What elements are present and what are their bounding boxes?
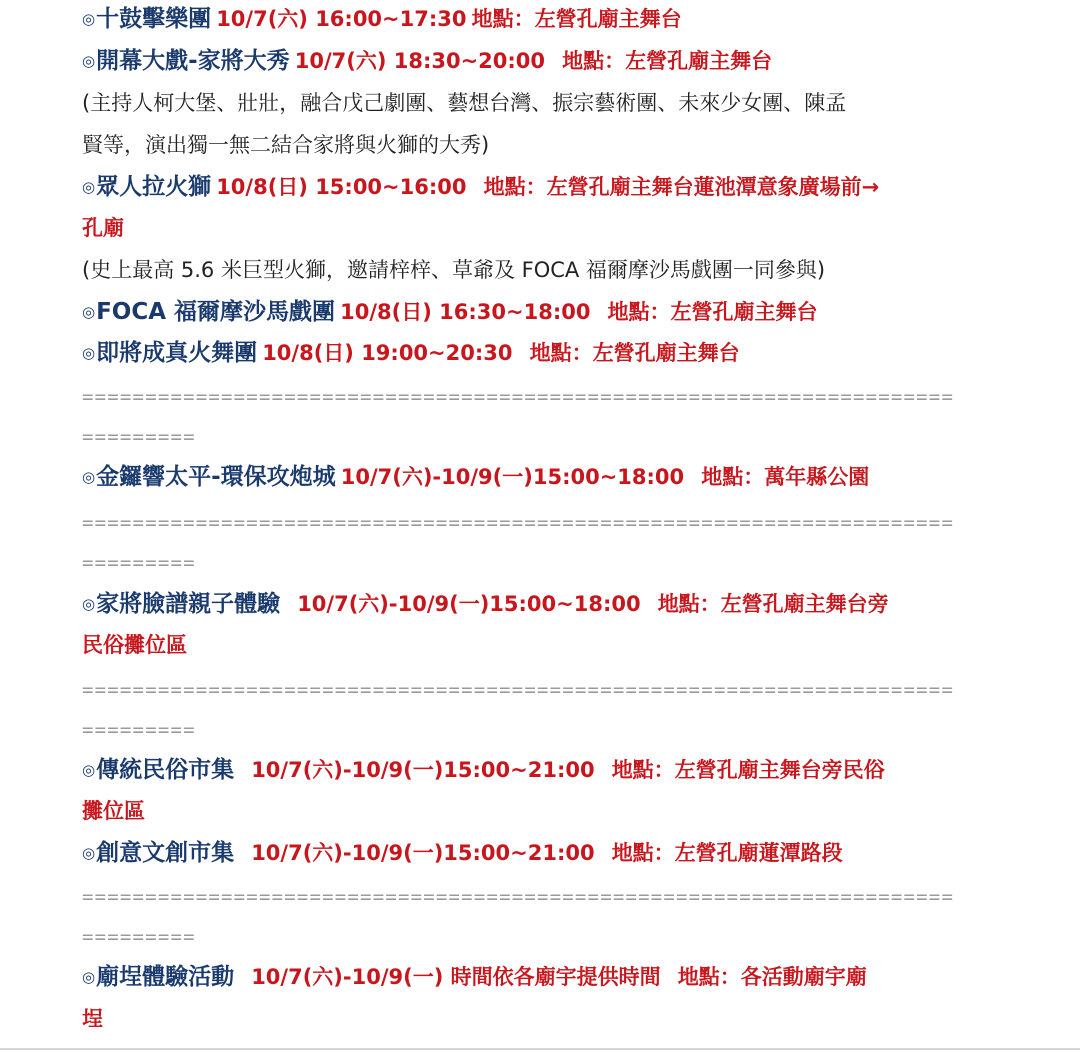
bullet-icon: ◎ bbox=[82, 52, 96, 70]
event-note: 賢等，演出獨一無二結合家將與火獅的大秀) bbox=[82, 133, 490, 157]
bullet-icon: ◎ bbox=[82, 303, 96, 321]
event-ten-drum bbox=[82, 0, 682, 40]
event-folk-market bbox=[82, 749, 885, 791]
event-time: 10/8(日) 16:30~18:00 bbox=[340, 300, 591, 324]
event-note: (主持人柯大堡、壯壯，融合戊己劇團、藝想台灣、振宗藝術團、未來少女團、陳孟 bbox=[82, 91, 847, 115]
event-opening-show bbox=[82, 40, 772, 82]
bullet-icon: ◎ bbox=[82, 595, 96, 613]
event-place: 地點：左營孔廟主舞台 bbox=[607, 300, 818, 324]
event-place-continued: 孔廟 bbox=[82, 216, 124, 240]
event-foca-circus bbox=[82, 291, 818, 333]
event-time: 10/7(六) 16:00~17:30 bbox=[216, 7, 467, 31]
event-time: 10/7(六)-10/9(一)15:00~21:00 bbox=[251, 841, 595, 865]
event-place-continued: 民俗攤位區 bbox=[82, 633, 187, 657]
event-place: 地點：左營孔廟主舞台 bbox=[471, 7, 682, 31]
event-title: 廟埕體驗活動 bbox=[96, 964, 235, 990]
separator-line: ========= bbox=[82, 926, 196, 948]
event-place: 地點：左營孔廟主舞台 bbox=[562, 49, 773, 73]
bullet-icon: ◎ bbox=[82, 844, 96, 862]
event-title: 創意文創市集 bbox=[96, 840, 235, 866]
event-time: 10/7(六) 18:30~20:00 bbox=[294, 49, 546, 73]
event-place: 地點：左營孔廟主舞台蓮池潭意象廣場前→ bbox=[483, 175, 880, 199]
event-title: 開幕大戲-家將大秀 bbox=[96, 48, 290, 74]
bullet-icon: ◎ bbox=[82, 344, 96, 362]
event-title: 即將成真火舞團 bbox=[96, 340, 258, 366]
event-gold-gong bbox=[82, 456, 869, 498]
event-time: 10/8(日) 15:00~16:00 bbox=[216, 175, 467, 199]
event-title: 家將臉譜親子體驗 bbox=[96, 591, 281, 617]
separator-line: ===================================================================== bbox=[82, 512, 955, 534]
event-place: 地點：各活動廟宇廟 bbox=[677, 965, 867, 989]
event-fire-lion-pull bbox=[82, 166, 879, 208]
separator-line: ===================================================================== bbox=[82, 386, 955, 408]
event-time: 10/7(六)-10/9(一)15:00~21:00 bbox=[251, 758, 595, 782]
separator-line: ===================================================================== bbox=[82, 679, 955, 701]
event-title: FOCA 福爾摩沙馬戲團 bbox=[96, 299, 336, 325]
event-title: 十鼓擊樂團 bbox=[96, 6, 212, 32]
event-place: 地點：左營孔廟主舞台旁民俗 bbox=[611, 758, 885, 782]
event-creative-market bbox=[82, 832, 843, 874]
separator-line: ===================================================================== bbox=[82, 886, 955, 908]
event-place-continued: 攤位區 bbox=[82, 799, 145, 823]
page-bottom-divider bbox=[0, 1048, 1080, 1050]
event-place-continued: 埕 bbox=[82, 1007, 103, 1031]
event-time: 10/7(六)-10/9(一) 時間依各廟宇提供時間 bbox=[251, 965, 661, 989]
event-fire-dance bbox=[82, 332, 740, 374]
bullet-icon: ◎ bbox=[82, 968, 96, 986]
separator-line: ========= bbox=[82, 719, 196, 741]
event-face-painting bbox=[82, 583, 889, 625]
bullet-icon: ◎ bbox=[82, 468, 96, 486]
separator-line: ========= bbox=[82, 426, 196, 448]
separator-line: ========= bbox=[82, 552, 196, 574]
event-title: 傳統民俗市集 bbox=[96, 757, 235, 783]
event-title: 眾人拉火獅 bbox=[96, 174, 212, 200]
event-place: 地點：萬年縣公園 bbox=[701, 465, 870, 489]
event-place: 地點：左營孔廟蓮潭路段 bbox=[611, 841, 843, 865]
event-temple-experience bbox=[82, 956, 867, 998]
event-time: 10/8(日) 19:00~20:30 bbox=[262, 341, 513, 365]
event-note: (史上最高 5.6 米巨型火獅，邀請梓梓、草爺及 FOCA 福爾摩沙馬戲團一同參與) bbox=[82, 258, 826, 282]
bullet-icon: ◎ bbox=[82, 178, 96, 196]
event-place: 地點：左營孔廟主舞台 bbox=[529, 341, 740, 365]
bullet-icon: ◎ bbox=[82, 761, 96, 779]
event-time: 10/7(六)-10/9(一)15:00~18:00 bbox=[340, 465, 685, 489]
event-place: 地點：左營孔廟主舞台旁 bbox=[657, 592, 889, 616]
event-time: 10/7(六)-10/9(一)15:00~18:00 bbox=[297, 592, 641, 616]
event-title: 金鑼響太平-環保攻炮城 bbox=[96, 464, 336, 490]
bullet-icon: ◎ bbox=[82, 10, 96, 28]
